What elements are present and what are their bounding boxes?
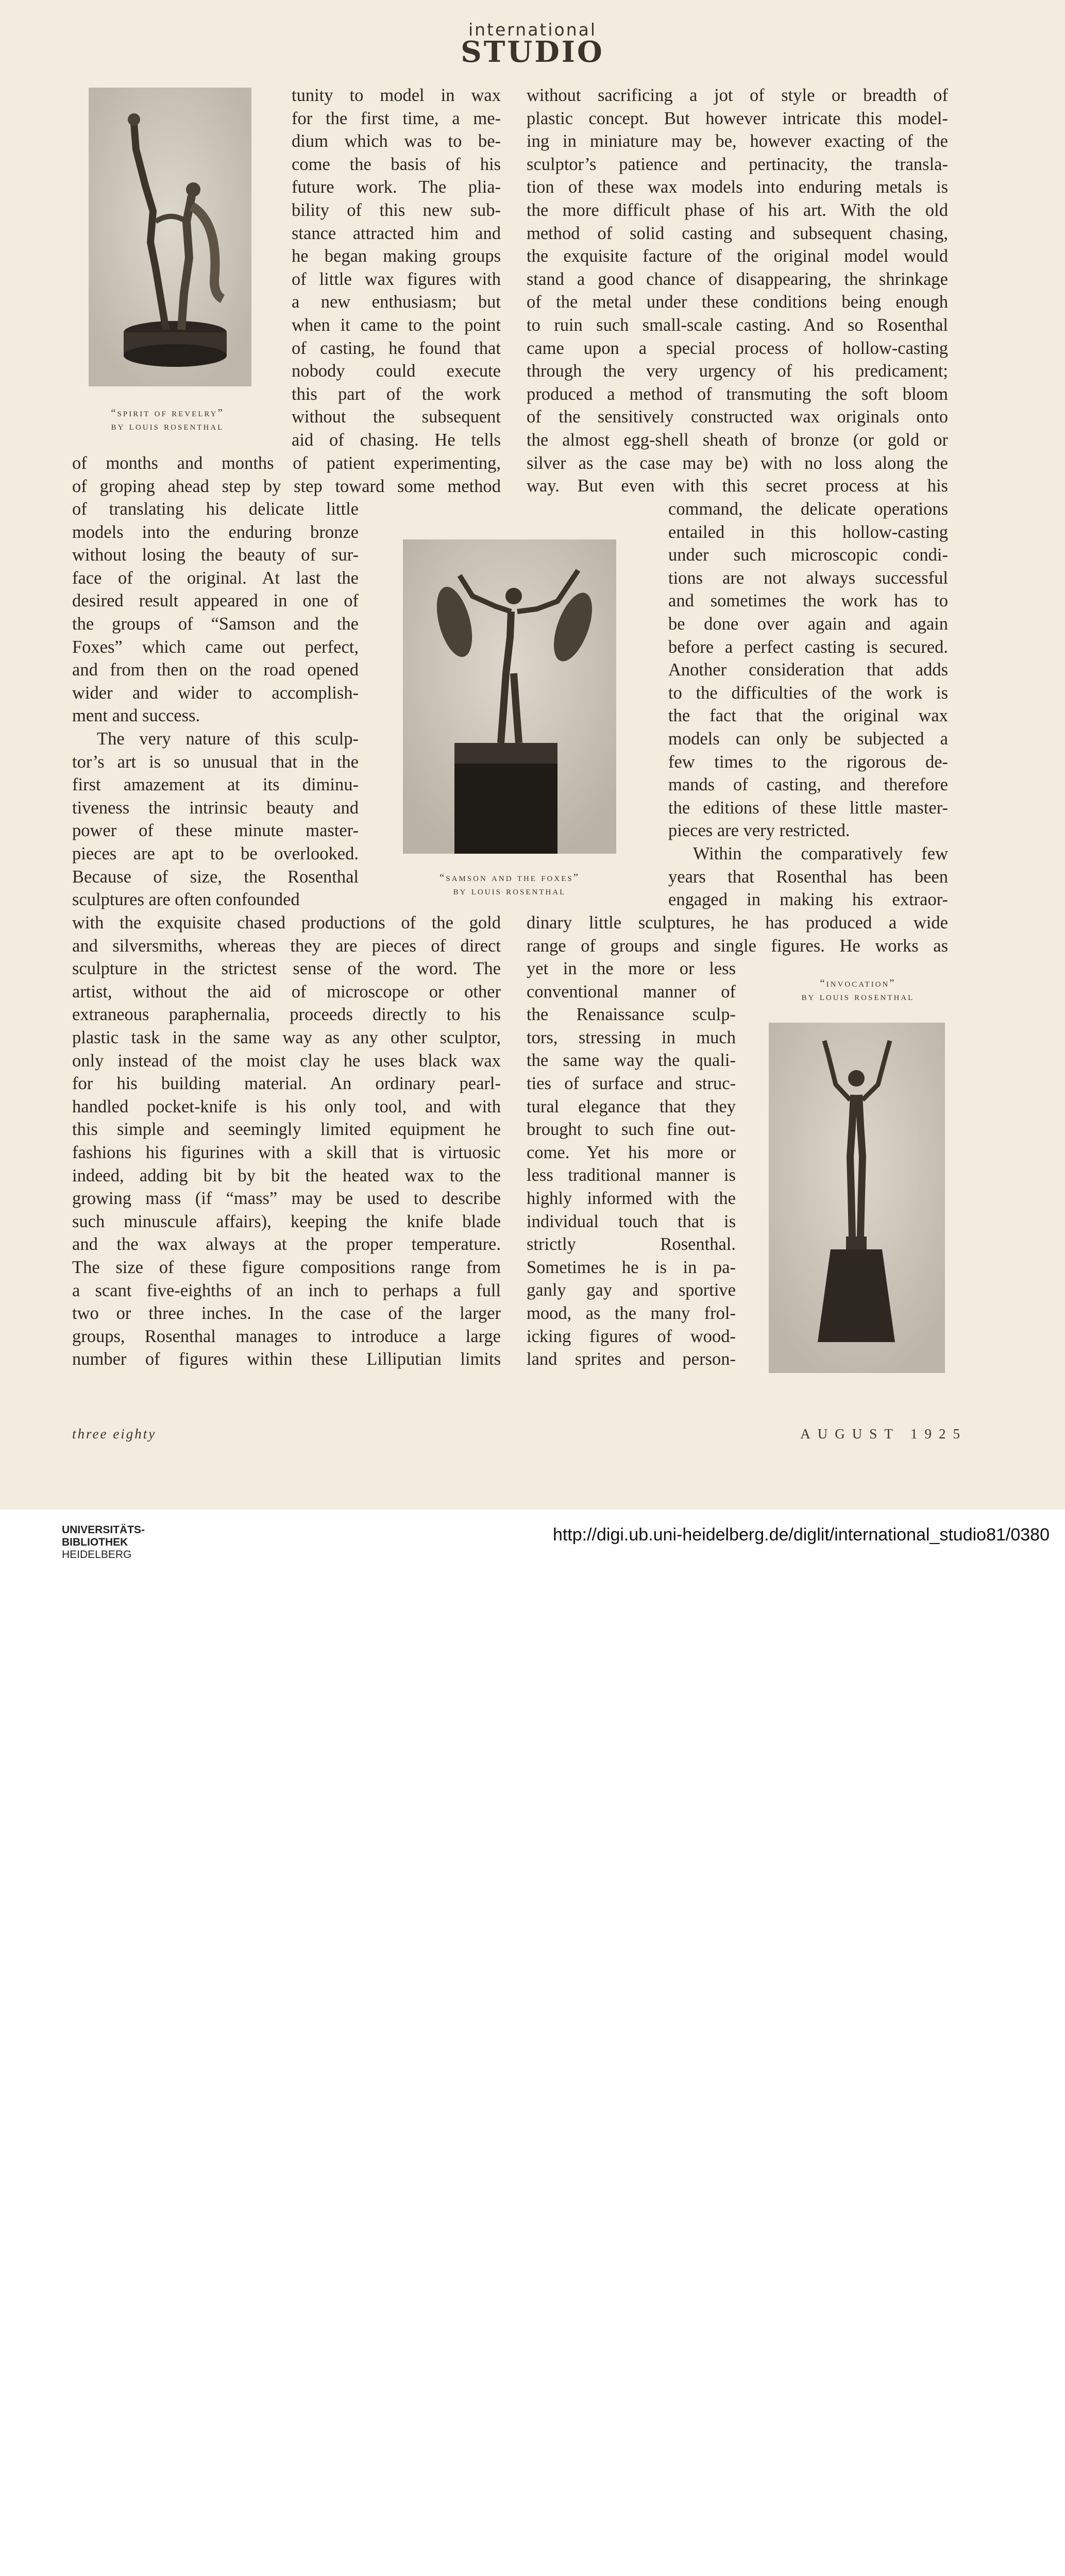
text-line: mood, as the many frol- [527,1303,736,1323]
text-line: be done over again and again [668,614,948,634]
source-url-link[interactable]: http://digi.ub.uni-heidelberg.de/diglit/international_studio81/0380 [552,1525,1050,1545]
text-line: and sometimes the work has to [668,591,948,611]
text-line: brought to such fine out- [527,1120,736,1140]
text-line: the groups of “Samson and the [72,614,359,634]
text-line: tions are not always successful [668,568,948,588]
text-line: the more difficult phase of his art. With the old [527,200,948,220]
caption-spirit-of-revelry: “spirit of revelry” by louis rosenthal [111,406,224,432]
photo-samson-and-the-foxes [403,539,616,854]
text-line: ing in miniature may be, however exacting of the [527,131,948,151]
text-line: icking figures of wood- [527,1326,736,1346]
text-line: come the basis of his [292,154,501,174]
text-line: this simple and seemingly limited equipment he [72,1120,501,1140]
text-line: highly informed with the [527,1188,736,1208]
text-line: this part of the work [292,384,501,404]
text-line: sculptor’s patience and pertinacity, the transla- [527,154,948,174]
text-line: of the metal under these conditions being enough [527,292,948,312]
text-line: to ruin such small-scale casting. And so Rosenthal [527,315,948,335]
text-line: ties of surface and struc- [527,1073,736,1093]
text-line: under such microscopic condi- [668,545,948,565]
text-line: to the difficulties of the work is [668,683,948,703]
text-line: plastic concept. But however intricate this model- [527,108,948,128]
text-line: indeed, adding bit by bit the heated wax to the [72,1165,501,1185]
text-line: dinary little sculptures, he has produced a wide [527,913,948,933]
text-line: plastic task in the same way as any other sculptor, [72,1027,501,1047]
text-line: aid of chasing. He tells [292,430,501,450]
text-line: land sprites and person- [527,1349,736,1369]
photo-spirit-of-revelry [89,88,251,386]
text-line: of translating his delicate little [72,499,359,519]
text-line: only instead of the moist clay he uses black wax [72,1050,501,1071]
text-line: command, the delicate operations [668,499,948,519]
text-line: tiveness the intrinsic beauty and [72,798,359,818]
text-line: without sacrificing a jot of style or breadth of [527,86,948,105]
col2-full-b [527,911,948,957]
text-line: the exquisite facture of the original model would [527,246,948,266]
text-line: tion of these wax models into enduring metals is [527,177,948,197]
text-line: face of the original. At last the [72,568,359,588]
text-line: number of figures within these Lilliputian limits [72,1349,501,1369]
text-line: bility of this new sub- [292,200,501,220]
text-line: two or three inches. In the case of the larger [72,1303,501,1324]
text-line: range of groups and single figures. He works as [527,936,948,956]
text-line: stand a good chance of disappearing, the shrinkage [527,269,948,289]
text-line: the editions of these little master- [668,798,948,818]
col2-mid-text [668,498,948,911]
library-name: UNIVERSITÄTS- BIBLIOTHEK HEIDELBERG [62,1524,145,1561]
text-line: ment and success. [72,706,200,726]
text-line: method of solid casting and subsequent chasing, [527,223,948,243]
text-line: mands of casting, and therefore [668,775,948,795]
issue-date: AUGUST 1925 [800,1426,967,1442]
text-line: without losing the beauty of sur- [72,545,359,565]
text-line: dium which was to be- [292,131,501,151]
text-line: The size of these figure compositions range from [72,1257,501,1277]
caption-invocation: “invocation” by louis rosenthal [801,977,915,1003]
col1-full-a [72,452,501,498]
caption-samson-and-the-foxes: “samson and the foxes” by louis rosenthal [439,871,580,897]
masthead-international: international [468,20,597,40]
text-line: the fact that the original wax [668,706,948,726]
text-line: through the very urgency of his predicament; [527,361,948,381]
text-line: came upon a special process of hollow-casting [527,338,948,358]
text-line: future work. The plia- [292,177,501,197]
text-line: pieces are very restricted. [668,821,850,841]
text-line: Foxes” which came out perfect, [72,637,359,657]
text-line: produced a method of transmuting the soft bloom [527,384,948,404]
text-line: models into the enduring bronze [72,522,359,542]
text-line: few times to the rigorous de- [668,752,948,772]
text-line: less traditional manner is [527,1165,736,1185]
text-line: such minuscule affairs), keeping the knife blade [72,1211,501,1231]
text-line: a new enthusiasm; but [292,292,501,312]
col1-mid-text [72,498,359,911]
text-line: groups, Rosenthal manages to introduce a large [72,1326,501,1346]
text-line: wider and wider to accomplish- [72,683,359,703]
text-line: handled pocket-knife is his only tool, and with [72,1096,501,1116]
text-line: he began making groups [292,246,501,266]
text-line: and silversmiths, whereas they are pieces of direct [72,936,501,956]
text-line: tor’s art is so unusual that in the [72,752,359,772]
text-line: of the sensitively constructed wax originals onto [527,407,948,427]
text-line: tunity to model in wax [292,86,501,105]
photo-invocation [769,1023,945,1373]
text-line: and the wax always at the proper temperature. [72,1234,501,1255]
text-line: without the subsequent [292,407,501,427]
text-line: of months and months of patient experimenting, [72,453,501,473]
text-line: stance attracted him and [292,223,501,243]
text-line: silver as the case may be) with no loss along the [527,453,948,473]
col1-top-text [292,84,501,452]
page-folio: three eighty [72,1426,157,1442]
text-line: the almost egg-shell sheath of bronze (or gold or [527,430,948,450]
text-line: growing mass (if “mass” may be used to describe [72,1189,501,1209]
text-line: Because of size, the Rosenthal [72,867,359,887]
text-line: a scant five-eighths of an inch to perhaps a full [72,1280,501,1300]
col2-bottom-text [527,957,736,1371]
text-line: of little wax figures with [292,269,501,289]
text-line: of casting, he found that [292,338,501,358]
text-line: the same way the quali- [527,1050,736,1071]
text-line: tural elegance that they [527,1096,736,1116]
text-line: come. Yet his more or [527,1142,736,1162]
text-line: before a perfect casting is secured. [668,637,948,657]
text-line: way. But even with this secret process at his [527,476,948,496]
text-line: with the exquisite chased productions of the gold [72,913,501,933]
text-line: The very nature of this sculp- [97,728,359,749]
text-line: for the first time, a me- [292,108,501,128]
text-line: yet in the more or less [527,959,736,978]
text-line: Another consideration that adds [668,660,948,680]
text-line: nobody could execute [292,361,501,381]
text-line: extraneous paraphernalia, proceeds directly to his [72,1005,501,1025]
text-line: of groping ahead step by step toward some method [72,476,501,496]
text-line: first amazement at its diminu- [72,775,359,795]
text-line: Sometimes he is in pa- [527,1257,736,1277]
text-line: models can only be subjected a [668,728,948,749]
col2-full-top [527,84,948,498]
text-line: engaged in making his extraor- [668,890,948,910]
text-line: artist, without the aid of microscope or other [72,981,501,1002]
text-line: entailed in this hollow-casting [668,522,948,542]
text-line: conventional manner of [527,981,736,1002]
text-line: when it came to the point [292,315,501,335]
text-line: fashions his figurines with a skill that is virtuosic [72,1142,501,1162]
text-line: sculpture in the strictest sense of the word. The [72,959,501,979]
text-line: years that Rosenthal has been [668,867,948,887]
text-line: power of these minute master- [72,821,359,841]
text-line: ganly gay and sportive [527,1280,736,1300]
col1-full-b [72,911,501,1371]
text-line: desired result appeared in one of [72,591,359,611]
text-line: Within the comparatively few [693,843,948,863]
text-line: strictly Rosenthal. [527,1234,736,1255]
text-line: and from then on the road opened [72,660,359,680]
masthead-studio: STUDIO [461,35,604,69]
text-line: for his building material. An ordinary pearl- [72,1074,501,1094]
text-line: individual touch that is [527,1211,736,1231]
text-line: pieces are apt to be overlooked. [72,843,359,863]
text-line: the Renaissance sculp- [527,1005,736,1025]
text-line: sculptures are often confounded [72,890,300,910]
text-line: tors, stressing in much [527,1027,736,1047]
